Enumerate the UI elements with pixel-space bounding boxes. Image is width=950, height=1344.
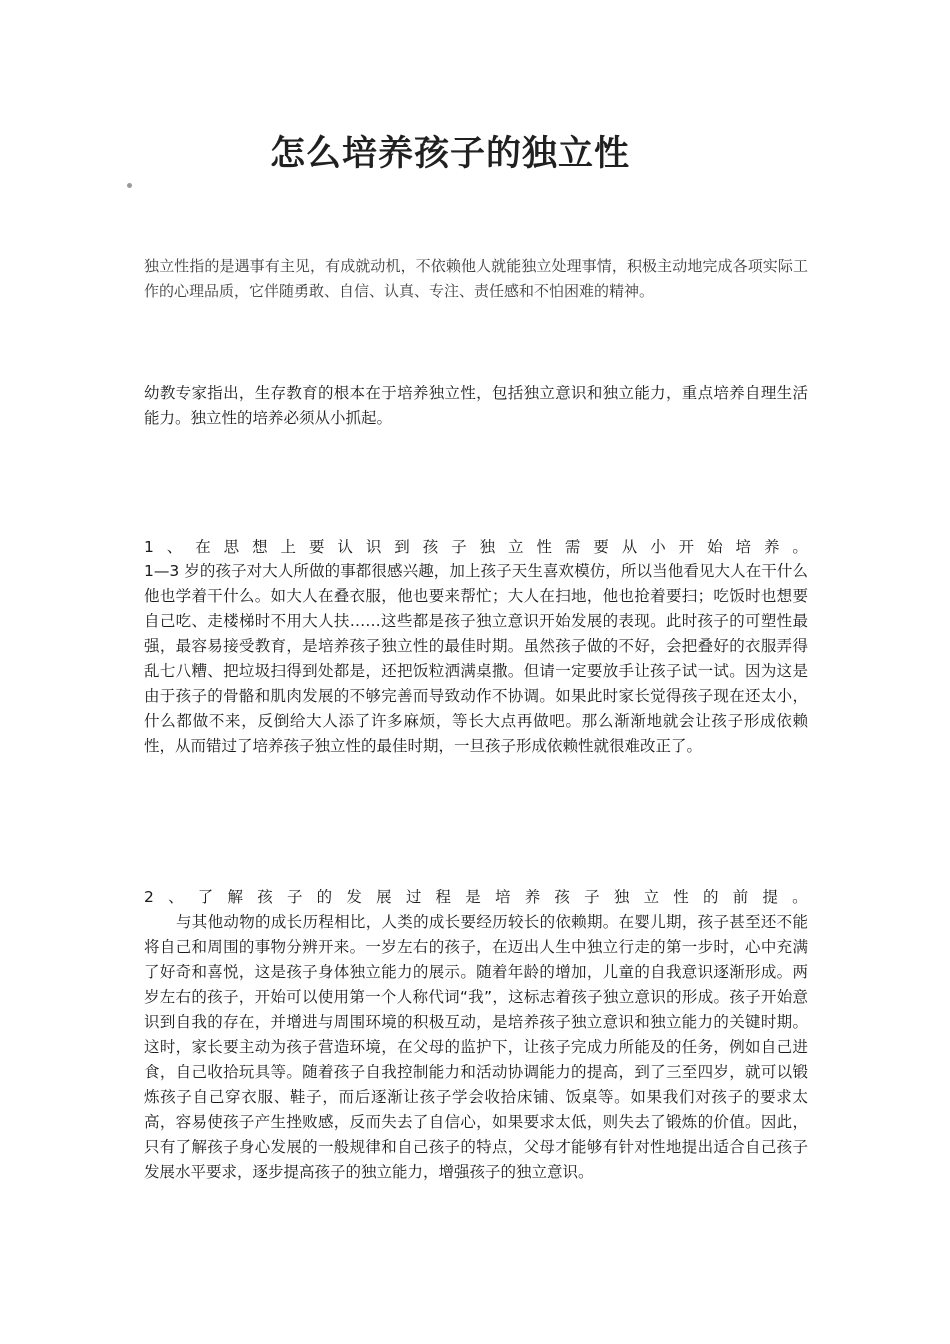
heading-char: 、: [166, 538, 183, 556]
heading-char: 始: [707, 538, 723, 556]
heading-char: 孩: [257, 888, 273, 906]
heading-char: 上: [280, 538, 297, 556]
section-1-body: 1—3 岁的孩子对大人所做的事都很感兴趣，加上孩子天生喜欢模仿，所以当他看见大人在干什么他也学着干什么。如大人在叠衣服，他也要来帮忙；大人在扫地，他也抢着要扫；吃饭时也想要自己吃、走楼梯时不用大人扶……这些都是孩子独立意识开始发展的表现。此时孩子的可塑性最强，最容易接受教育，是培养孩子独立性的最佳时期。虽然孩子做的不好，会把叠好的衣服弄得乱七八糟、把垃圾扫得到处都是，还把饭粒洒满桌撒。但请一定要放手让孩子试一试。因为这是由于孩子的骨骼和肌肉发展的不够完善而导致动作不协调。如果此时家长觉得孩子现在还太小，什么都做不来，反倒给大人添了许多麻烦，等长大点再做吧。那么渐渐地就会让孩子形成依赖性，从而错过了培养孩子独立性的最佳时期，一旦孩子形成依赖性就很难改正了。: [144, 562, 808, 755]
heading-char: 2: [144, 888, 154, 906]
heading-char: 思: [223, 538, 240, 556]
heading-char: 认: [337, 538, 353, 556]
heading-char: 。: [792, 888, 808, 906]
heading-char: 子: [286, 888, 303, 906]
section-1-heading: [144, 535, 808, 560]
heading-char: 过: [405, 888, 422, 906]
heading-char: 养: [524, 888, 541, 906]
heading-char: 要: [308, 538, 325, 556]
intro-paragraph: 独立性指的是遇事有主见，有成就动机，不依赖他人就能独立处理事情，积极主动地完成各项实际工作的心理品质，它伴随勇敢、自信、认真、专注、责任感和不怕困难的精神。: [144, 257, 808, 300]
heading-char: 子: [451, 538, 467, 556]
heading-char: 1: [144, 538, 154, 556]
heading-char: 的: [703, 888, 719, 906]
heading-char: 独: [479, 538, 496, 556]
heading-char: 养: [763, 538, 780, 556]
heading-char: 独: [613, 888, 630, 906]
heading-char: 程: [435, 888, 452, 906]
heading-char: 了: [197, 888, 214, 906]
heading-char: 发: [346, 888, 362, 906]
section-2-heading: [144, 885, 808, 910]
heading-char: 在: [195, 538, 211, 556]
bullet-dot-icon: [127, 183, 132, 188]
heading-char: 。: [792, 538, 808, 556]
heading-char: 、: [168, 888, 184, 906]
heading-char: 是: [465, 888, 481, 906]
heading-char: 立: [508, 538, 524, 556]
heading-char: 小: [650, 538, 666, 556]
heading-char: 子: [584, 888, 600, 906]
heading-char: 的: [316, 888, 333, 906]
heading-char: 识: [365, 538, 382, 556]
heading-char: 到: [394, 538, 410, 556]
heading-char: 要: [593, 538, 609, 556]
heading-char: 培: [494, 888, 511, 906]
document-title: 怎么培养孩子的独立性: [269, 133, 630, 174]
heading-char: 解: [227, 888, 244, 906]
heading-char: 前: [732, 888, 749, 906]
heading-char: 提: [762, 888, 778, 906]
expert-paragraph: 幼教专家指出，生存教育的根本在于培养独立性，包括独立意识和独立能力，重点培养自理生活能力。独立性的培养必须从小抓起。: [144, 384, 808, 427]
heading-char: 展: [376, 888, 392, 906]
heading-char: 开: [678, 538, 695, 556]
heading-char: 孩: [422, 538, 439, 556]
section-2-body: 与其他动物的成长历程相比，人类的成长要经历较长的依赖期。在婴儿期，孩子甚至还不能将自己和周围的事物分辨开来。一岁左右的孩子，在迈出人生中独立行走的第一步时，心中充满了好奇和喜悦，这是孩子身体独立能力的展示。随着年龄的增加，儿童的自我意识逐渐形成。两岁左右的孩子，开始可以使用第一个人称代词“我”，这标志着孩子独立意识的形成。孩子开始意识到自我的存在，并增进与周围环境的积极互动，是培养孩子独立意识和独立能力的关键时期。这时，家长要主动为孩子营造环境，在父母的监护下，让孩子完成力所能及的任务，例如自己进食，自己收拾玩具等。随着孩子自我控制能力和活动协调能力的提高，到了三至四岁，就可以锻炼孩子自己穿衣服、鞋子，而后逐渐让孩子学会收拾床铺、饭桌等。如果我们对孩子的要求太高，容易使孩子产生挫败感，反而失去了自信心，如果要求太低，则失去了锻炼的价值。因此，只有了解孩子身心发展的一般规律和自己孩子的特点，父母才能够有针对性地提出适合自己孩子发展水平要求，逐步提高孩子的独立能力，增强孩子的独立意识。: [144, 913, 808, 1181]
heading-char: 培: [735, 538, 752, 556]
heading-char: 性: [536, 538, 552, 556]
heading-char: 立: [643, 888, 660, 906]
heading-char: 从: [621, 538, 638, 556]
heading-char: 需: [564, 538, 581, 556]
heading-char: 性: [673, 888, 689, 906]
heading-char: 孩: [554, 888, 570, 906]
heading-char: 想: [252, 538, 268, 556]
